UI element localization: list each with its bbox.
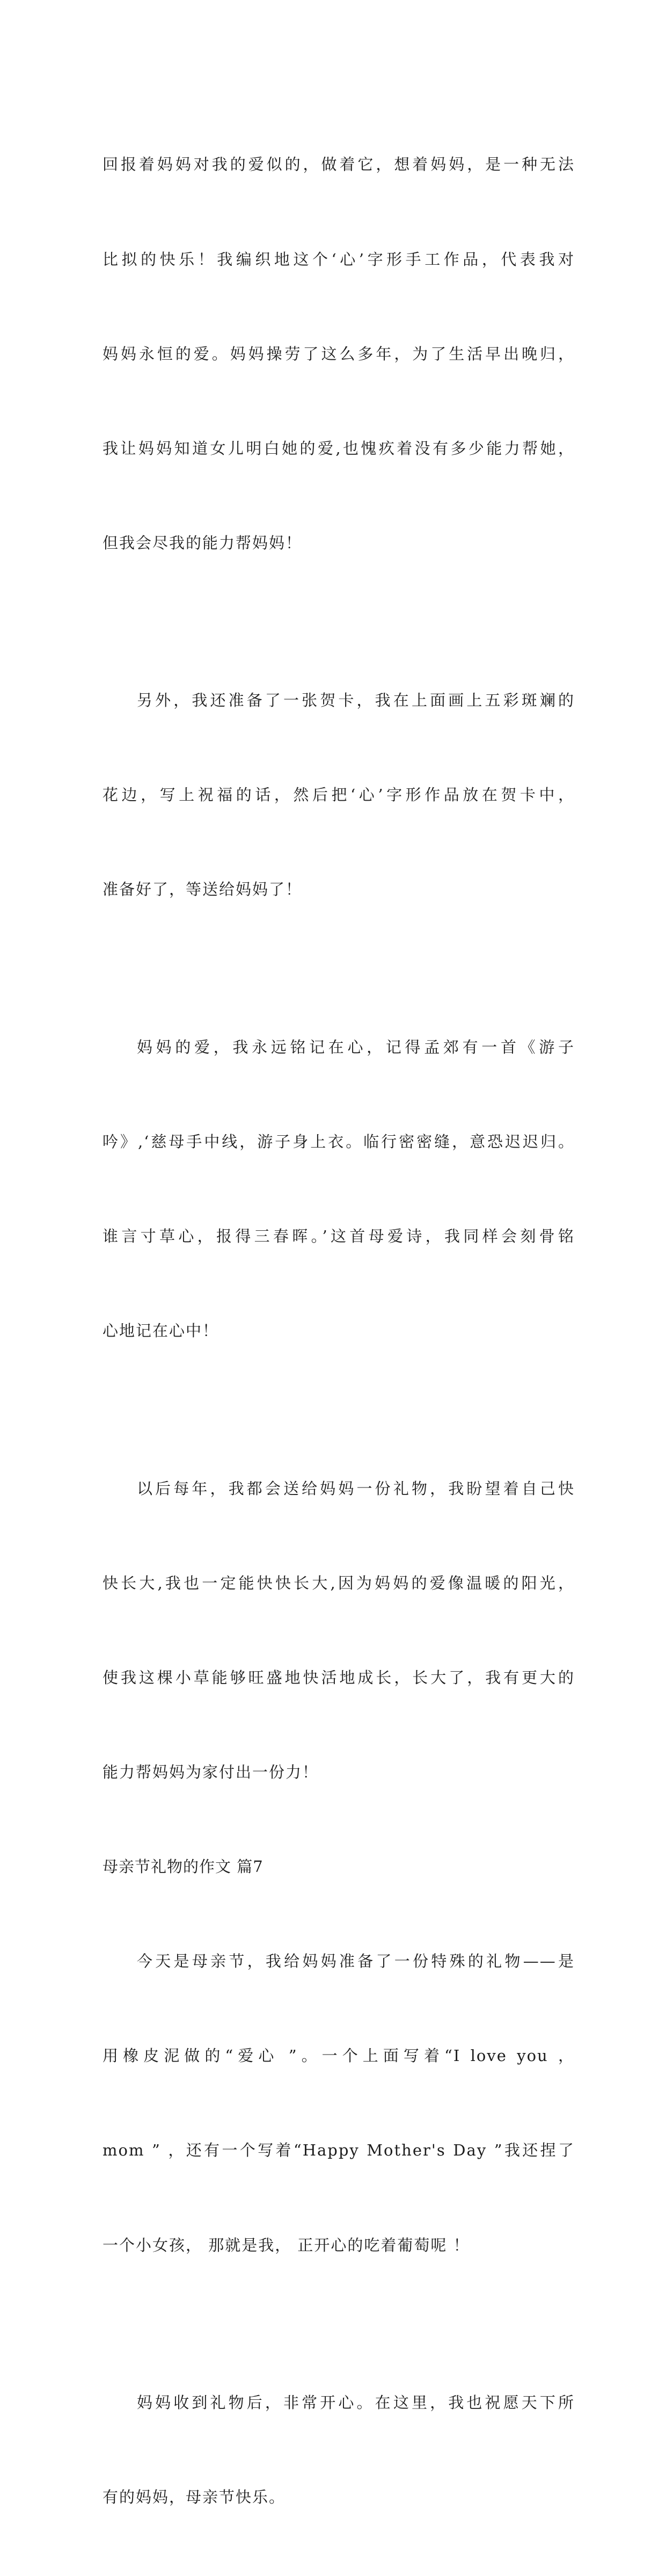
paragraph-line: 一个小女孩， 那就是我， 正开心的吃着葡萄呢 ！	[103, 2236, 470, 2254]
paragraph-line: 比拟的快乐！我编织地这个‘心’字形手工作品，代表我对	[103, 250, 575, 269]
paragraph	[103, 2324, 575, 2576]
paragraph-line: 我让妈妈知道女儿明白她的爱,也愧疚着没有多少能力帮她，	[103, 439, 575, 458]
paragraph-line: 用橡皮泥做的“爱心 ”。一个上面写着“I love you ，	[103, 2047, 575, 2065]
paragraph-line: 吟》,‘慈母手中线，游子身上衣。临行密密缝，意恐迟迟归。	[103, 1133, 575, 1151]
paragraph	[103, 1883, 575, 2324]
paragraph-line: 妈妈收到礼物后，非常开心。在这里，我也祝愿天下所	[137, 2393, 575, 2412]
paragraph-line: mom ” ，还有一个写着“Happy Mother's Day ”我还捏了	[103, 2141, 575, 2160]
paragraph-line: 回报着妈妈对我的爱似的，做着它，想着妈妈，是一种无法	[103, 155, 575, 174]
paragraph-line: 妈妈的爱，我永远铭记在心，记得孟郊有一首《游子	[137, 1037, 575, 1056]
paragraph-line: 心地记在心中！	[103, 1322, 219, 1340]
paragraph	[103, 969, 575, 1410]
paragraph-line: 能力帮妈妈为家付出一份力！	[103, 1763, 319, 1782]
paragraph-line: 但我会尽我的能力帮妈妈！	[103, 533, 303, 552]
paragraph	[103, 1410, 575, 1851]
section-heading: 母亲节礼物的作文 篇7	[103, 1857, 264, 1876]
paragraph-line: 谁言寸草心，报得三春晖。’这首母爱诗，我同样会刻骨铭	[103, 1227, 575, 1246]
paragraph	[103, 86, 575, 622]
paragraph-line: 妈妈永恒的爱。妈妈操劳了这么多年，为了生活早出晚归，	[103, 344, 575, 363]
paragraph-line: 使我这棵小草能够旺盛地快活地成长，长大了，我有更大的	[103, 1668, 575, 1687]
document-body	[103, 86, 575, 2576]
paragraph-line: 以后每年，我都会送给妈妈一份礼物，我盼望着自己快	[137, 1479, 575, 1498]
paragraph-line: 快长大,我也一定能快快长大,因为妈妈的爱像温暖的阳光，	[103, 1573, 575, 1592]
paragraph-line: 另外，我还准备了一张贺卡，我在上面画上五彩斑斓的	[137, 691, 575, 710]
paragraph-line: 有的妈妈，母亲节快乐。	[103, 2488, 286, 2507]
paragraph-line: 花边，写上祝福的话，然后把‘心’字形作品放在贺卡中，	[103, 786, 575, 804]
paragraph	[103, 622, 575, 969]
paragraph-line: 今天是母亲节，我给妈妈准备了一份特殊的礼物——是	[137, 1952, 575, 1971]
paragraph-line: 准备好了，等送给妈妈了！	[103, 880, 303, 899]
